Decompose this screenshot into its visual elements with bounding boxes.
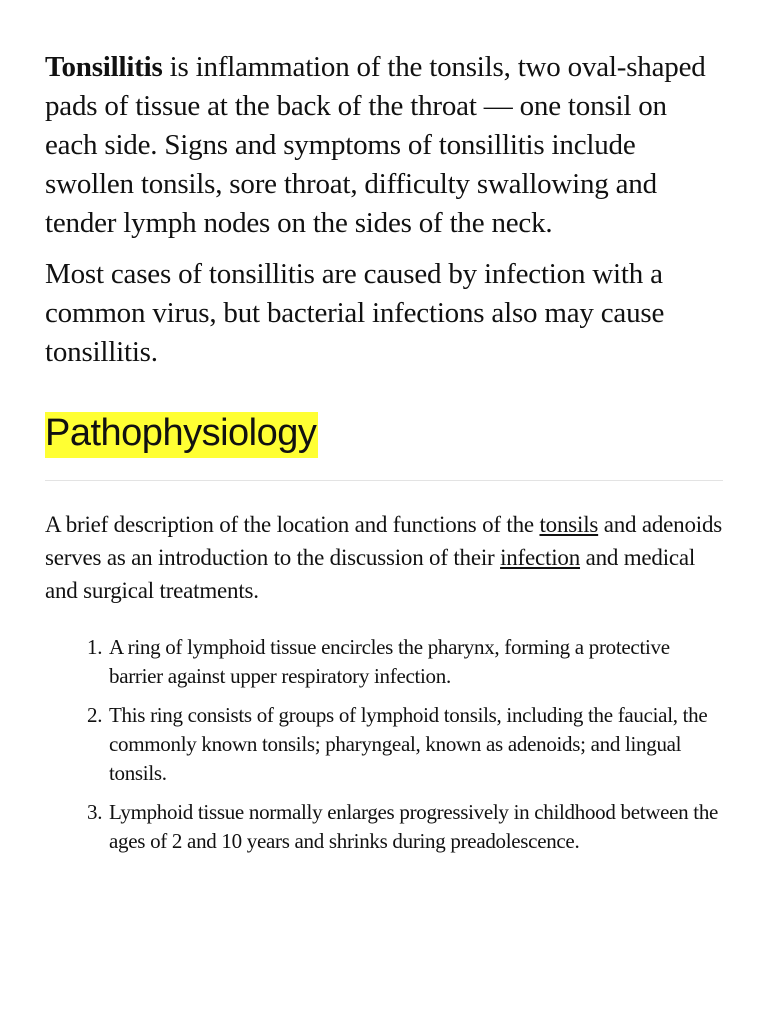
section-divider: [45, 480, 723, 481]
list-item-text: A ring of lymphoid tissue encircles the pharynx, forming a protective barrier against upper respiratory infection.: [109, 635, 670, 688]
definition-paragraph: [45, 48, 725, 243]
list-item: [45, 701, 725, 788]
document-page: [45, 48, 725, 866]
list-item-text: Lymphoid tissue normally enlarges progressively in childhood between the ages of 2 and 10 years and shrinks during preadolescence.: [109, 800, 719, 853]
infection-link[interactable]: infection: [500, 545, 581, 570]
highlighted-heading-text: Pathophysiology: [45, 412, 318, 458]
list-item-number: 2.: [87, 703, 103, 727]
list-item-number: 1.: [87, 635, 103, 659]
definition-text: is inflammation of the tonsils, two oval-shaped pads of tissue at the back of the throat — one tonsil on each side. Signs and symptoms of tonsillitis include swollen tonsils, sore throat, difficulty swallowing and tender lymph nodes on the sides of the neck.: [45, 51, 706, 239]
list-item: [45, 798, 725, 856]
description-text-end: and medical and surgical treatments.: [45, 545, 696, 603]
points-list: [45, 633, 725, 856]
causes-paragraph: Most cases of tonsillitis are caused by infection with a common virus, but bacterial infections also may cause tonsillitis.: [45, 258, 665, 368]
section-heading: [45, 408, 725, 458]
tonsils-link[interactable]: tonsils: [539, 512, 599, 537]
description-text-middle: and adenoids serves as an introduction to the discussion of their: [45, 512, 723, 570]
description-paragraph: [45, 508, 725, 607]
defined-term: Tonsillitis: [45, 51, 163, 83]
list-item-number: 3.: [87, 800, 103, 824]
description-text-start: A brief description of the location and functions of the: [45, 512, 540, 537]
list-item: [45, 633, 725, 691]
list-item-text: This ring consists of groups of lymphoid tonsils, including the faucial, the commonly known tonsils; pharyngeal, known as adenoids; and lingual tonsils.: [109, 703, 708, 785]
